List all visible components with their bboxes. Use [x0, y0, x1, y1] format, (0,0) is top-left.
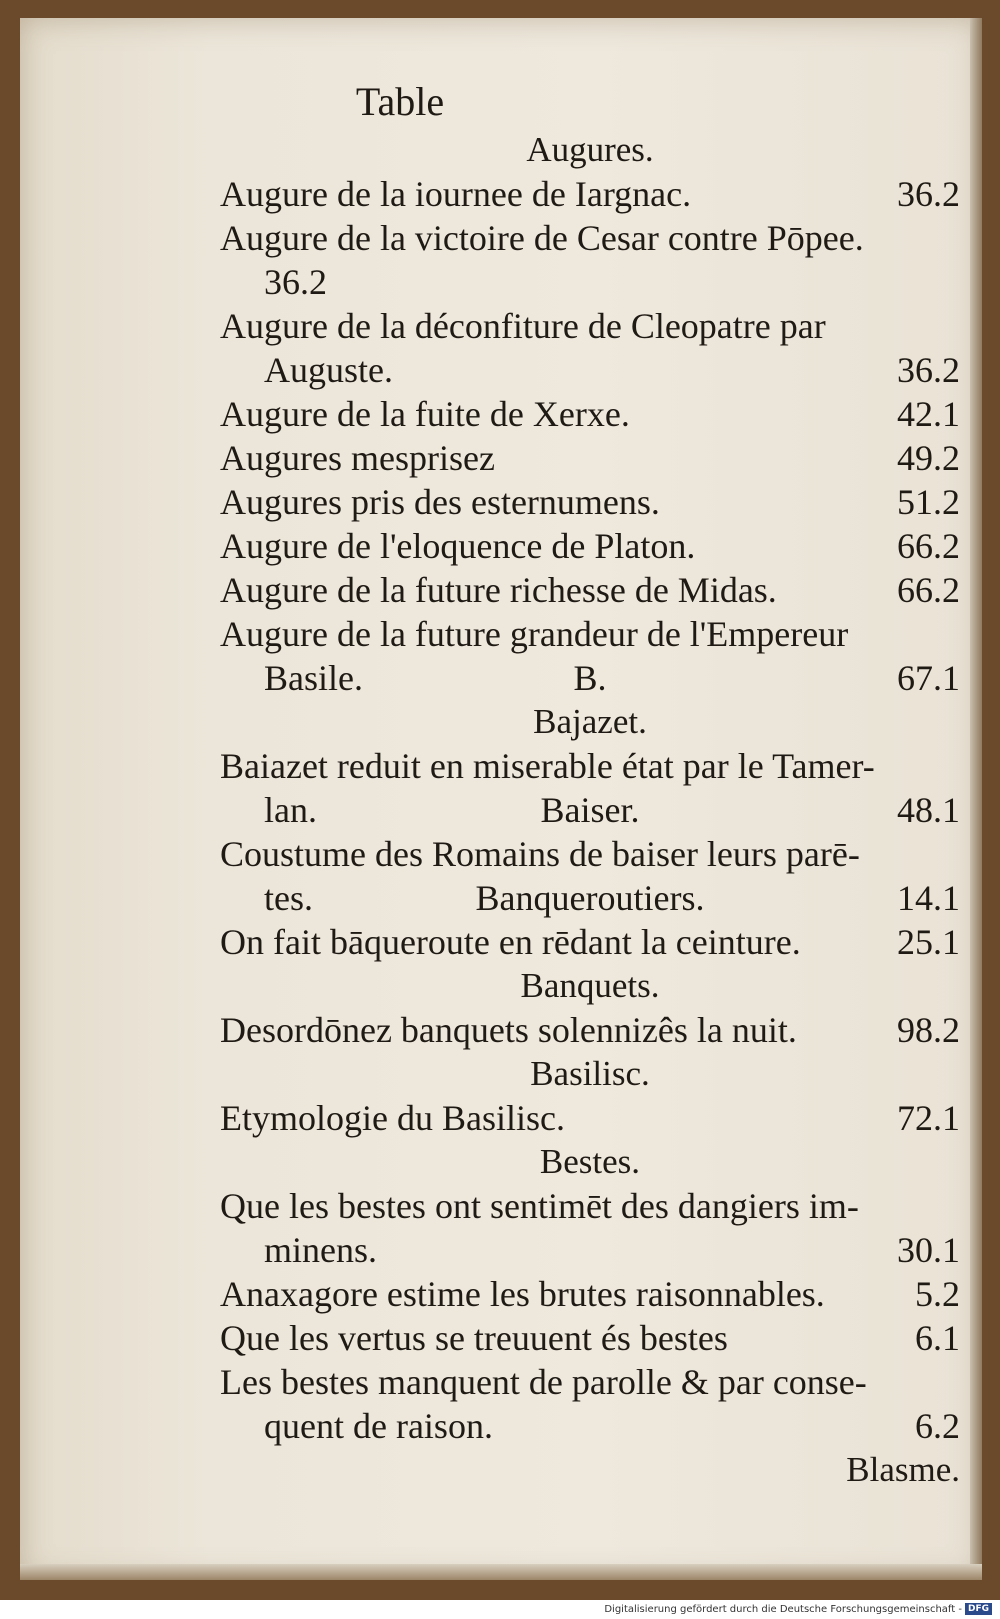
entry-text: Augure de la future richesse de Midas. — [220, 570, 777, 610]
page-reference: 51.2 — [897, 482, 960, 522]
section-heading: Bajazet. — [533, 702, 647, 741]
index-entry-continuation — [220, 876, 960, 920]
index-entry — [220, 920, 960, 964]
page-reference: 36.2 — [897, 174, 960, 214]
index-entry — [220, 392, 960, 436]
section-heading: Bestes. — [539, 1142, 641, 1181]
index-entry — [220, 1096, 960, 1140]
index-entry-continuation — [220, 260, 960, 304]
section-heading: Banquets. — [520, 966, 660, 1005]
book-page — [20, 18, 982, 1580]
index-entry-continuation — [220, 1228, 960, 1272]
entry-text: Augure de la fuite de Xerxe. — [220, 394, 630, 434]
index-content — [220, 78, 960, 1492]
page-reference: 6.2 — [915, 1406, 960, 1446]
dfg-logo: DFG — [965, 1603, 992, 1615]
index-entry-continuation — [220, 348, 960, 392]
inline-section-heading: Banqueroutiers. — [475, 878, 705, 918]
entry-text: Etymologie du Basilisc. — [220, 1098, 565, 1138]
entry-text: Basile. — [264, 658, 363, 698]
page-reference: 5.2 — [915, 1274, 960, 1314]
inline-section-heading: B. — [573, 658, 607, 698]
entry-text: minens. — [264, 1230, 377, 1270]
inline-section-heading: Baiser. — [540, 790, 640, 830]
section-heading: Basilisc. — [530, 1054, 650, 1093]
page-edge — [970, 18, 982, 1580]
index-entry — [220, 216, 960, 260]
index-entry — [220, 1316, 960, 1360]
index-entry — [220, 1272, 960, 1316]
entry-text: 36.2 — [264, 262, 327, 302]
page-reference: 66.2 — [897, 526, 960, 566]
entry-text: On fait bāqueroute en rēdant la ceinture. — [220, 922, 801, 962]
page-reference: 48.1 — [897, 790, 960, 830]
index-entry — [220, 1184, 960, 1228]
index-entry-continuation — [220, 656, 960, 700]
footer-text: Digitalisierung gefördert durch die Deutsche Forschungsgemeinschaft - — [604, 1604, 962, 1615]
entry-text: Augures mesprisez — [220, 438, 495, 478]
entry-text: Augure de la déconfiture de Cleopatre par — [220, 306, 826, 346]
entry-text: tes. — [264, 878, 313, 918]
page-reference: 72.1 — [897, 1098, 960, 1138]
entry-text: Coustume des Romains de baiser leurs parē- — [220, 834, 860, 874]
page-reference: 14.1 — [897, 878, 960, 918]
page-reference: 25.1 — [897, 922, 960, 962]
index-entry — [220, 304, 960, 348]
index-entries — [220, 128, 960, 1492]
index-entry — [220, 744, 960, 788]
index-entry — [220, 436, 960, 480]
index-entry — [220, 568, 960, 612]
entry-text: quent de raison. — [264, 1406, 493, 1446]
page-reference: 42.1 — [897, 394, 960, 434]
index-entry-continuation — [220, 788, 960, 832]
index-entry — [220, 480, 960, 524]
entry-text: Baiazet reduit en miserable état par le Tamer- — [220, 746, 875, 786]
entry-text: Que les bestes ont sentimēt des dangiers im- — [220, 1186, 859, 1226]
entry-text: Desordōnez banquets solennizês la nuit. — [220, 1010, 797, 1050]
entry-text: Les bestes manquent de parolle & par conse- — [220, 1362, 867, 1402]
entry-text: Auguste. — [264, 350, 393, 390]
index-entry — [220, 172, 960, 216]
index-entry — [220, 524, 960, 568]
entry-text: Augure de la future grandeur de l'Empereur — [220, 614, 849, 654]
section-heading: Blasme. — [846, 1450, 960, 1489]
entry-text: Anaxagore estime les brutes raisonnables. — [220, 1274, 825, 1314]
entry-text: lan. — [264, 790, 317, 830]
section-heading: Augures. — [526, 130, 654, 169]
index-entry-continuation — [220, 1404, 960, 1448]
index-entry — [220, 1008, 960, 1052]
entry-text: Augure de la iournee de Iargnac. — [220, 174, 692, 214]
entry-text: Augures pris des esternumens. — [220, 482, 660, 522]
page-reference: 36.2 — [897, 350, 960, 390]
index-entry — [220, 1360, 960, 1404]
page-reference: 30.1 — [897, 1230, 960, 1270]
entry-text: Augure de l'eloquence de Platon. — [220, 526, 696, 566]
page-reference: 66.2 — [897, 570, 960, 610]
entry-text: Augure de la victoire de Cesar contre Pōpee. — [220, 218, 864, 258]
page-edge-bottom — [20, 1564, 982, 1580]
digitization-footer — [0, 1600, 1000, 1619]
running-head: Table — [355, 79, 445, 124]
entry-text: Que les vertus se treuuent és bestes — [220, 1318, 728, 1358]
page-reference: 98.2 — [897, 1010, 960, 1050]
page-reference: 67.1 — [897, 658, 960, 698]
index-entry — [220, 612, 960, 656]
index-entry — [220, 832, 960, 876]
page-reference: 49.2 — [897, 438, 960, 478]
page-reference: 6.1 — [915, 1318, 960, 1358]
